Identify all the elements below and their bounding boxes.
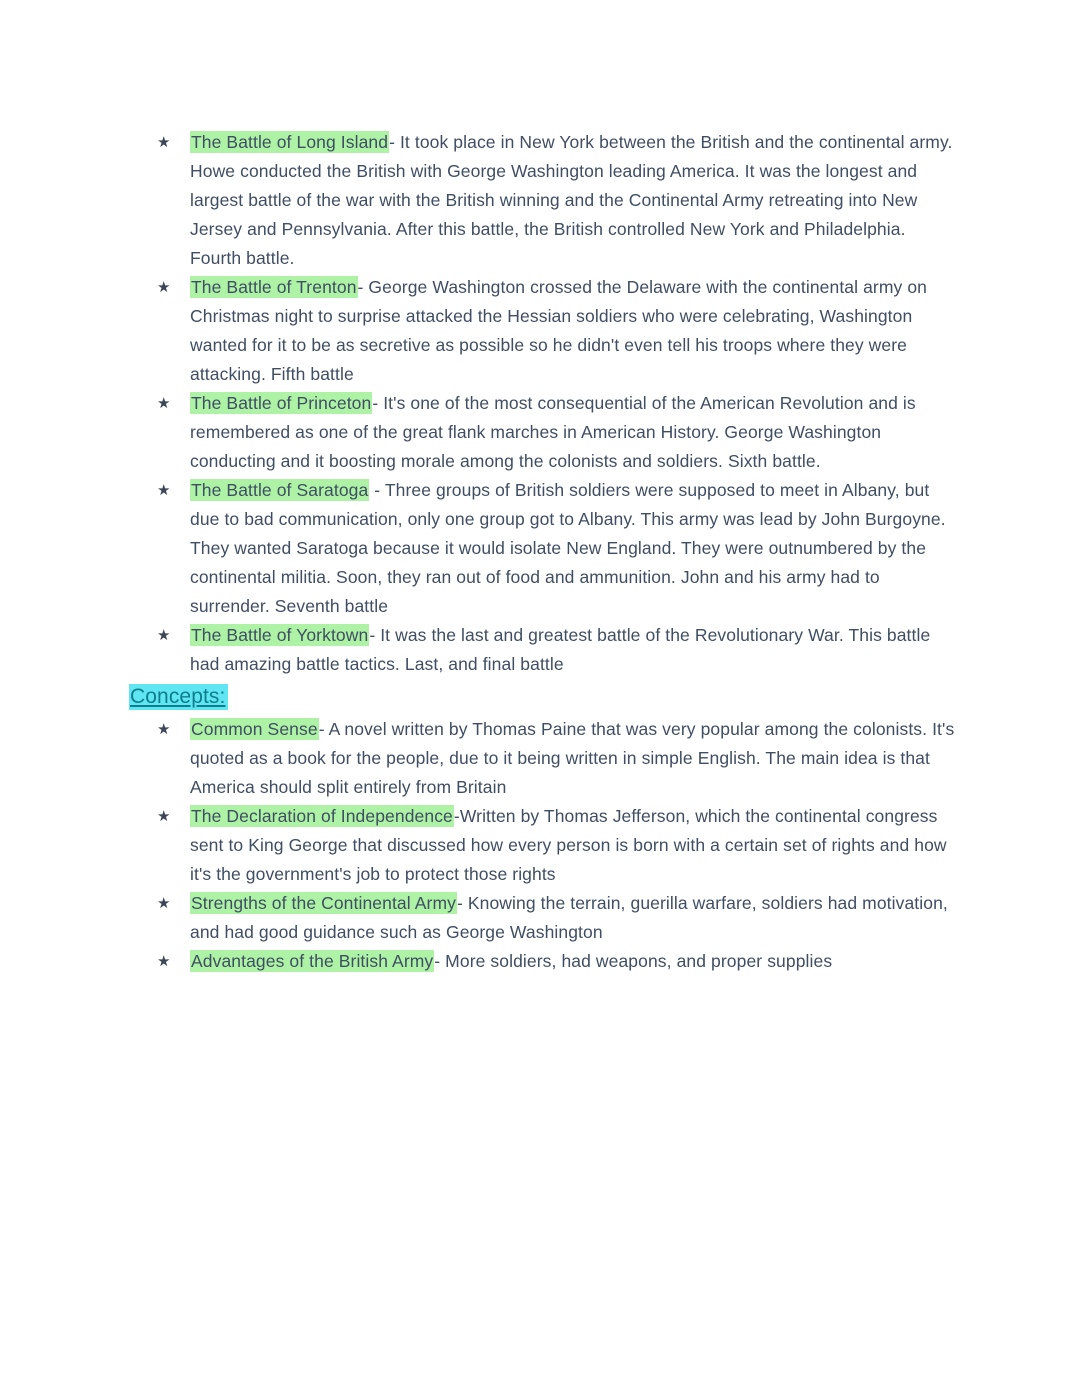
item-description: - It's one of the most consequential of the American Revolution and is remembered as one of the great flank marches in American History. George Washington conducting and it boosting morale among the colonists and soldiers. Sixth battle. (190, 393, 916, 471)
star-bullet-icon: ★ (157, 953, 171, 970)
list-item (157, 476, 960, 621)
list-item (157, 128, 960, 273)
star-bullet-icon: ★ (157, 395, 171, 412)
list-item (157, 715, 960, 802)
list-item-text (190, 476, 960, 621)
list-item-text (190, 889, 960, 947)
document-body (129, 128, 960, 976)
concepts-heading (129, 680, 960, 713)
star-bullet-icon: ★ (157, 721, 171, 738)
list-item (157, 621, 960, 679)
star-bullet-icon: ★ (157, 808, 171, 825)
highlighted-term: Advantages of the British Army (191, 951, 434, 971)
highlighted-term: The Battle of Princeton (191, 393, 372, 413)
list-item-text (190, 802, 960, 889)
list-item (157, 273, 960, 389)
list-item-text (190, 389, 960, 476)
list-item-text (190, 947, 960, 976)
item-description: - Three groups of British soldiers were supposed to meet in Albany, but due to bad communication, only one group got to Albany. This army was lead by John Burgoyne. They wanted Saratoga because it would isolate New England. They were outnumbered by the continental militia. Soon, they ran out of food and ammunition. John and his army had to surrender. Seventh battle (190, 480, 946, 616)
concepts-heading-text: Concepts: (129, 684, 228, 710)
list-item (157, 947, 960, 976)
battles-list (129, 128, 960, 679)
list-item (157, 802, 960, 889)
star-bullet-icon: ★ (157, 134, 171, 151)
highlighted-term: The Battle of Yorktown (191, 625, 369, 645)
highlighted-term: The Battle of Trenton (191, 277, 357, 297)
highlighted-term: The Declaration of Independence (191, 806, 453, 826)
list-item-text (190, 128, 960, 273)
item-description: - More soldiers, had weapons, and proper supplies (434, 951, 833, 971)
star-bullet-icon: ★ (157, 482, 171, 499)
list-item (157, 889, 960, 947)
item-description: - A novel written by Thomas Paine that was very popular among the colonists. It's quoted as a book for the people, due to it being written in simple English. The main idea is that America should split entirely from Britain (190, 719, 955, 797)
list-item (157, 389, 960, 476)
list-item-text (190, 273, 960, 389)
item-description: - It took place in New York between the British and the continental army. Howe conducted the British with George Washington leading America. It was the longest and largest battle of the war with the British winning and the Continental Army retreating into New Jersey and Pennsylvania. After this battle, the British controlled New York and Philadelphia. Fourth battle. (190, 132, 953, 268)
highlighted-term: The Battle of Long Island (191, 132, 389, 152)
item-description: - George Washington crossed the Delaware with the continental army on Christmas night to surprise attacked the Hessian soldiers who were celebrating, Washington wanted for it to be as secretive as possible so he didn't even tell his troops where they were attacking. Fifth battle (190, 277, 927, 384)
item-description: -Written by Thomas Jefferson, which the continental congress sent to King George that discussed how every person is born with a certain set of rights and how it's the government's job to protect those rights (190, 806, 947, 884)
concepts-list (129, 715, 960, 976)
list-item-text (190, 621, 960, 679)
star-bullet-icon: ★ (157, 895, 171, 912)
highlighted-term: Strengths of the Continental Army (191, 893, 456, 913)
star-bullet-icon: ★ (157, 279, 171, 296)
item-description: - It was the last and greatest battle of the Revolutionary War. This battle had amazing battle tactics. Last, and final battle (190, 625, 931, 674)
item-description: - Knowing the terrain, guerilla warfare, soldiers had motivation, and had good guidance such as George Washington (190, 893, 948, 942)
highlighted-term: Common Sense (191, 719, 318, 739)
list-item-text (190, 715, 960, 802)
highlighted-term: The Battle of Saratoga (191, 480, 369, 500)
star-bullet-icon: ★ (157, 627, 171, 644)
